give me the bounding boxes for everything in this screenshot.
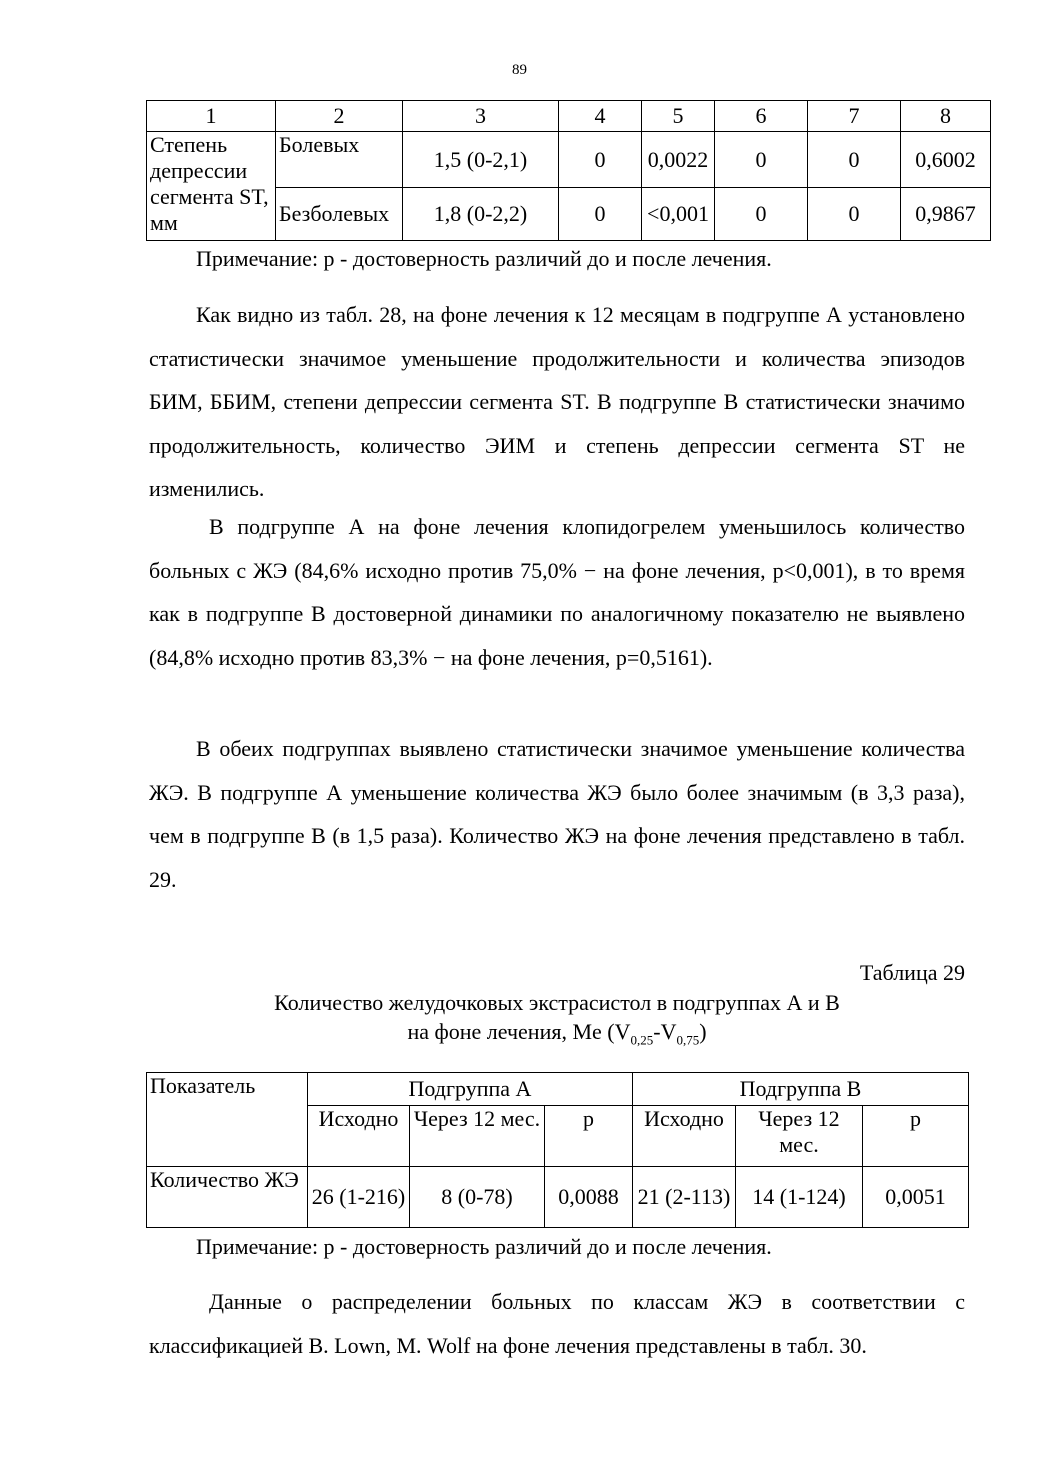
subheader-cell: р [863, 1106, 969, 1167]
table-header-row [147, 101, 991, 132]
table-row [147, 132, 991, 188]
table-29-label: Таблица 29 [859, 960, 965, 985]
table-28-continuation [146, 100, 991, 241]
final-paragraph: Данные о распределении больных по классам ЖЭ в соответствии с классификацией В. Lown, М. Wolf на фоне лечения представлены в табл. 30. [149, 1289, 965, 1358]
table-29 [146, 1072, 969, 1228]
value-cell: 0,9867 [901, 188, 991, 241]
subheader-cell: р [545, 1106, 633, 1167]
paragraph-3: В обеих подгруппах выявлено статистически значимое уменьшение количества ЖЭ. В подгруппе А уменьшение количества ЖЭ было более значимым (в 3,3 раза), чем в подгруппе В (в 1,5 раза). Количество ЖЭ на фоне лечения представлено в табл. 29. [149, 736, 965, 892]
value-cell: 0,0088 [545, 1167, 633, 1228]
table-29-note: Примечание: р - достоверность различий до и после лечения. [196, 1234, 772, 1259]
value-cell: <0,001 [642, 188, 715, 241]
value-cell: 26 (1-216) [308, 1167, 410, 1228]
paragraph-1: Как видно из табл. 28, на фоне лечения к 12 месяцам в подгруппе А установлено статистически значимое уменьшение продолжительности и количества эпизодов БИМ, ББИМ, степени депрессии сегмента ST. В подгруппе В статистически значимо продолжительность, количество ЭИМ и степень депрессии сегмента ST не изменились. [149, 302, 965, 501]
table-row [147, 1167, 969, 1228]
paragraph-2: В подгруппе А на фоне лечения клопидогрелем уменьшилось количество больных с ЖЭ (84,6% исходно против 75,0% − на фоне лечения, р<0,001), в то время как в подгруппе В достоверной динамики по аналогичному показателю не выявлено (84,8% исходно против 83,3% − на фоне лечения, р=0,5161). [149, 514, 965, 670]
caption-mid: -V [653, 1019, 677, 1044]
value-cell: 1,8 (0-2,2) [403, 188, 559, 241]
value-cell: 0 [715, 132, 808, 188]
indicator-header: Показатель [147, 1073, 308, 1167]
type-cell: Безболевых [276, 188, 403, 241]
table-header-row [147, 1073, 969, 1106]
header-cell: 7 [808, 101, 901, 132]
group-a-header: Подгруппа А [308, 1073, 633, 1106]
caption-prefix: на фоне лечения, Me (V [407, 1019, 631, 1044]
value-cell: 0 [715, 188, 808, 241]
subheader-cell: Исходно [633, 1106, 736, 1167]
row-label: Степень депрессии сегмента ST, мм [147, 132, 276, 241]
caption-subscript-2: 0,75 [676, 1032, 700, 1048]
caption-line-2 [149, 1017, 965, 1054]
value-cell: 14 (1-124) [736, 1167, 863, 1228]
value-cell: 1,5 (0-2,1) [403, 132, 559, 188]
caption-line-1: Количество желудочковых экстрасистол в подгруппах А и В [274, 990, 840, 1015]
value-cell: 0 [559, 132, 642, 188]
subheader-cell: Через 12 мес. [736, 1106, 863, 1167]
header-cell: 3 [403, 101, 559, 132]
subheader-cell: Через 12 мес. [410, 1106, 545, 1167]
type-cell: Болевых [276, 132, 403, 188]
value-cell: 0 [559, 188, 642, 241]
value-cell: 0 [808, 188, 901, 241]
value-cell: 8 (0-78) [410, 1167, 545, 1228]
subheader-cell: Исходно [308, 1106, 410, 1167]
table-28-note: Примечание: р - достоверность различий до и после лечения. [196, 246, 772, 271]
caption-subscript-1: 0,25 [630, 1032, 654, 1048]
header-cell: 5 [642, 101, 715, 132]
value-cell: 0,6002 [901, 132, 991, 188]
header-cell: 1 [147, 101, 276, 132]
header-cell: 2 [276, 101, 403, 132]
caption-suffix: ) [699, 1019, 707, 1044]
group-b-header: Подгруппа В [633, 1073, 969, 1106]
value-cell: 21 (2-113) [633, 1167, 736, 1228]
value-cell: 0 [808, 132, 901, 188]
table-29-caption [149, 988, 965, 1054]
header-cell: 4 [559, 101, 642, 132]
page-number: 89 [512, 62, 527, 78]
header-cell: 6 [715, 101, 808, 132]
value-cell: 0,0022 [642, 132, 715, 188]
row-label: Количество ЖЭ [147, 1167, 308, 1228]
header-cell: 8 [901, 101, 991, 132]
value-cell: 0,0051 [863, 1167, 969, 1228]
